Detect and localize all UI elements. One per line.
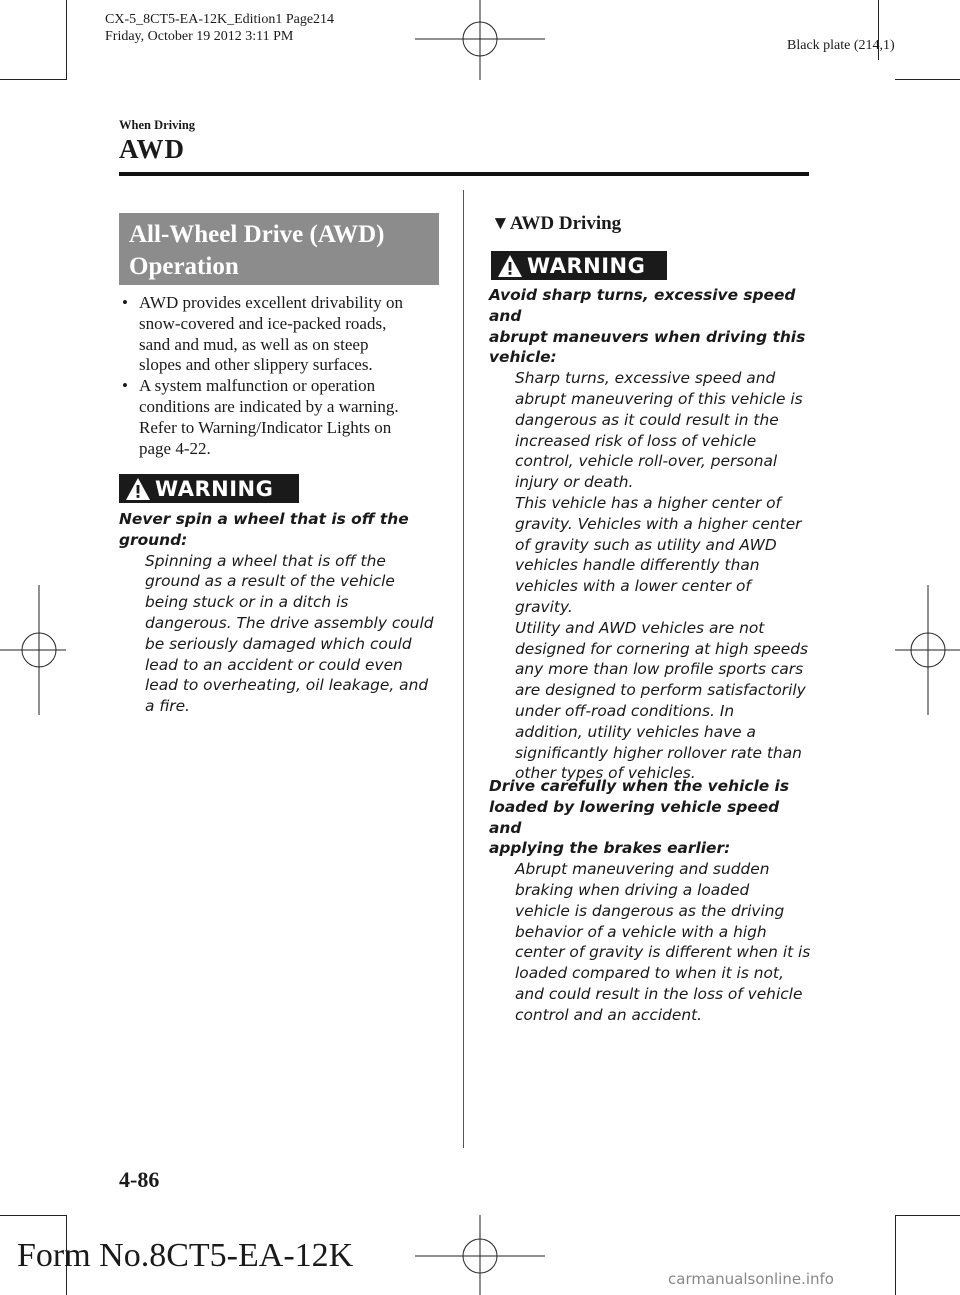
heading-line: Operation (129, 253, 239, 280)
warning-text-right-2 (489, 776, 814, 1026)
text-line: applying the brakes earlier: (489, 839, 731, 858)
warning-lead (489, 776, 814, 859)
text-line: gravity. Vehicles with a higher center (515, 514, 802, 533)
text-line: are designed to perform satisfactorily (515, 681, 806, 700)
bullet-line: Refer to Warning/Indicator Lights on (139, 417, 392, 437)
text-line: loaded compared to when it is not, (515, 964, 784, 983)
text-line: other types of vehicles. (515, 764, 696, 783)
text-line: under off-road conditions. In (515, 701, 735, 720)
text-line: lead to an accident or could even (145, 655, 403, 674)
crop-mark (895, 1215, 896, 1295)
text-line: Sharp turns, excessive speed and (515, 369, 776, 388)
text-line: gravity. (515, 597, 573, 616)
warning-lead (119, 509, 449, 551)
bullet-list (120, 293, 445, 459)
text-line: Utility and AWD vehicles are not (515, 618, 765, 637)
bullet-icon: • (122, 293, 128, 312)
warning-icon (497, 254, 523, 278)
print-slug (105, 11, 334, 45)
text-line: vehicles with a lower center of (515, 577, 751, 596)
text-line: addition, utility vehicles have a (515, 722, 756, 741)
bullet-line: A system malfunction or operation (139, 376, 376, 396)
text-line: injury or death. (515, 473, 634, 492)
warning-label: WARNING (155, 476, 274, 501)
warning-body (119, 551, 449, 717)
registration-mark-top (415, 0, 545, 80)
text-line: lead to overheating, oil leakage, and (145, 676, 429, 695)
text-line: behavior of a vehicle with a high (515, 922, 767, 941)
crop-mark (895, 1215, 960, 1216)
text-line: dangerous. The drive assembly could (145, 613, 434, 632)
registration-mark-left (0, 585, 66, 715)
warning-icon (125, 477, 151, 501)
text-line: Avoid sharp turns, excessive speed and (489, 286, 796, 325)
text-line: abrupt maneuvering of this vehicle is (515, 389, 803, 408)
warning-text-right (489, 285, 814, 784)
page-number: 4-86 (119, 1167, 160, 1192)
warning-label: WARNING (527, 253, 646, 278)
text-line: center of gravity is different when it is (515, 943, 811, 962)
heading-awd-operation (119, 213, 439, 285)
text-line: a fire. (145, 697, 190, 716)
form-number: Form No.8CT5-EA-12K (17, 1237, 354, 1274)
list-item (120, 376, 445, 459)
registration-mark-bottom (415, 1215, 545, 1295)
text-line: increased risk of loss of vehicle (515, 431, 757, 450)
warning-lead (489, 285, 814, 368)
text-line: significantly higher rollover rate than (515, 743, 802, 762)
text-line: abrupt maneuvers when driving this (489, 327, 806, 346)
print-slug-line1: CX-5_8CT5-EA-12K_Edition1 Page214 (105, 12, 335, 27)
crop-mark (895, 79, 960, 80)
crop-mark (0, 79, 66, 80)
text-line: and could result in the loss of vehicle (515, 984, 803, 1003)
text-line: Abrupt maneuvering and sudden (515, 860, 770, 879)
bullet-line: sand and mud, as well as on steep (139, 334, 369, 354)
crop-mark (66, 0, 67, 80)
print-slug-line2: Friday, October 19 2012 3:11 PM (105, 29, 294, 44)
warning-badge (119, 474, 299, 503)
text-line: Drive carefully when the vehicle is (489, 777, 789, 795)
text-line: be seriously damaged which could (145, 634, 412, 653)
bullet-line: snow-covered and ice-packed roads, (139, 313, 387, 333)
text-line: being stuck or in a ditch is (145, 593, 349, 612)
text-line: any more than low profile sports cars (515, 660, 804, 679)
text-line: braking when driving a loaded (515, 880, 750, 899)
bullet-line: page 4-22. (139, 438, 211, 458)
bullet-icon: • (122, 376, 128, 396)
bullet-line: conditions are indicated by a warning. (139, 396, 399, 416)
text-line: control and an accident. (515, 1005, 703, 1024)
section-rule (119, 172, 809, 176)
subheading-text: AWD Driving (509, 213, 622, 234)
section-label: When Driving (119, 118, 196, 132)
column-divider (463, 190, 464, 1148)
text-line: of gravity such as utility and AWD (515, 535, 777, 554)
plate-label: Black plate (214,1) (787, 38, 895, 53)
text-line: loaded by lowering vehicle speed and (489, 797, 780, 837)
text-line: Never spin a wheel that is off the (119, 510, 409, 528)
warning-text-left (119, 509, 449, 717)
list-item (120, 293, 445, 376)
crop-mark (0, 1215, 66, 1216)
watermark: carmanualsonline.info (668, 1270, 834, 1288)
text-line: This vehicle has a higher center of (515, 493, 781, 512)
text-line: designed for cornering at high speeds (515, 639, 809, 658)
warning-body (489, 859, 814, 1025)
text-line: Spinning a wheel that is off the (145, 551, 386, 570)
warning-badge (491, 251, 667, 280)
text-line: vehicle is dangerous as the driving (515, 901, 785, 920)
text-line: vehicles handle differently than (515, 556, 760, 575)
subheading-awd-driving (491, 213, 621, 235)
bullet-line: slopes and other slippery surfaces. (139, 355, 373, 375)
text-line: ground: (119, 530, 188, 549)
bullet-line: AWD provides excellent drivability on (139, 293, 403, 312)
text-line: ground as a result of the vehicle (145, 572, 395, 591)
warning-body (489, 368, 814, 784)
text-line: control, vehicle roll-over, personal (515, 452, 778, 471)
text-line: vehicle: (489, 348, 557, 367)
heading-line: All-Wheel Drive (AWD) (129, 221, 385, 248)
section-title: AWD (119, 134, 186, 164)
triangle-down-icon: ▼ (491, 213, 510, 234)
registration-mark-right (895, 585, 960, 715)
text-line: dangerous as it could result in the (515, 410, 779, 429)
